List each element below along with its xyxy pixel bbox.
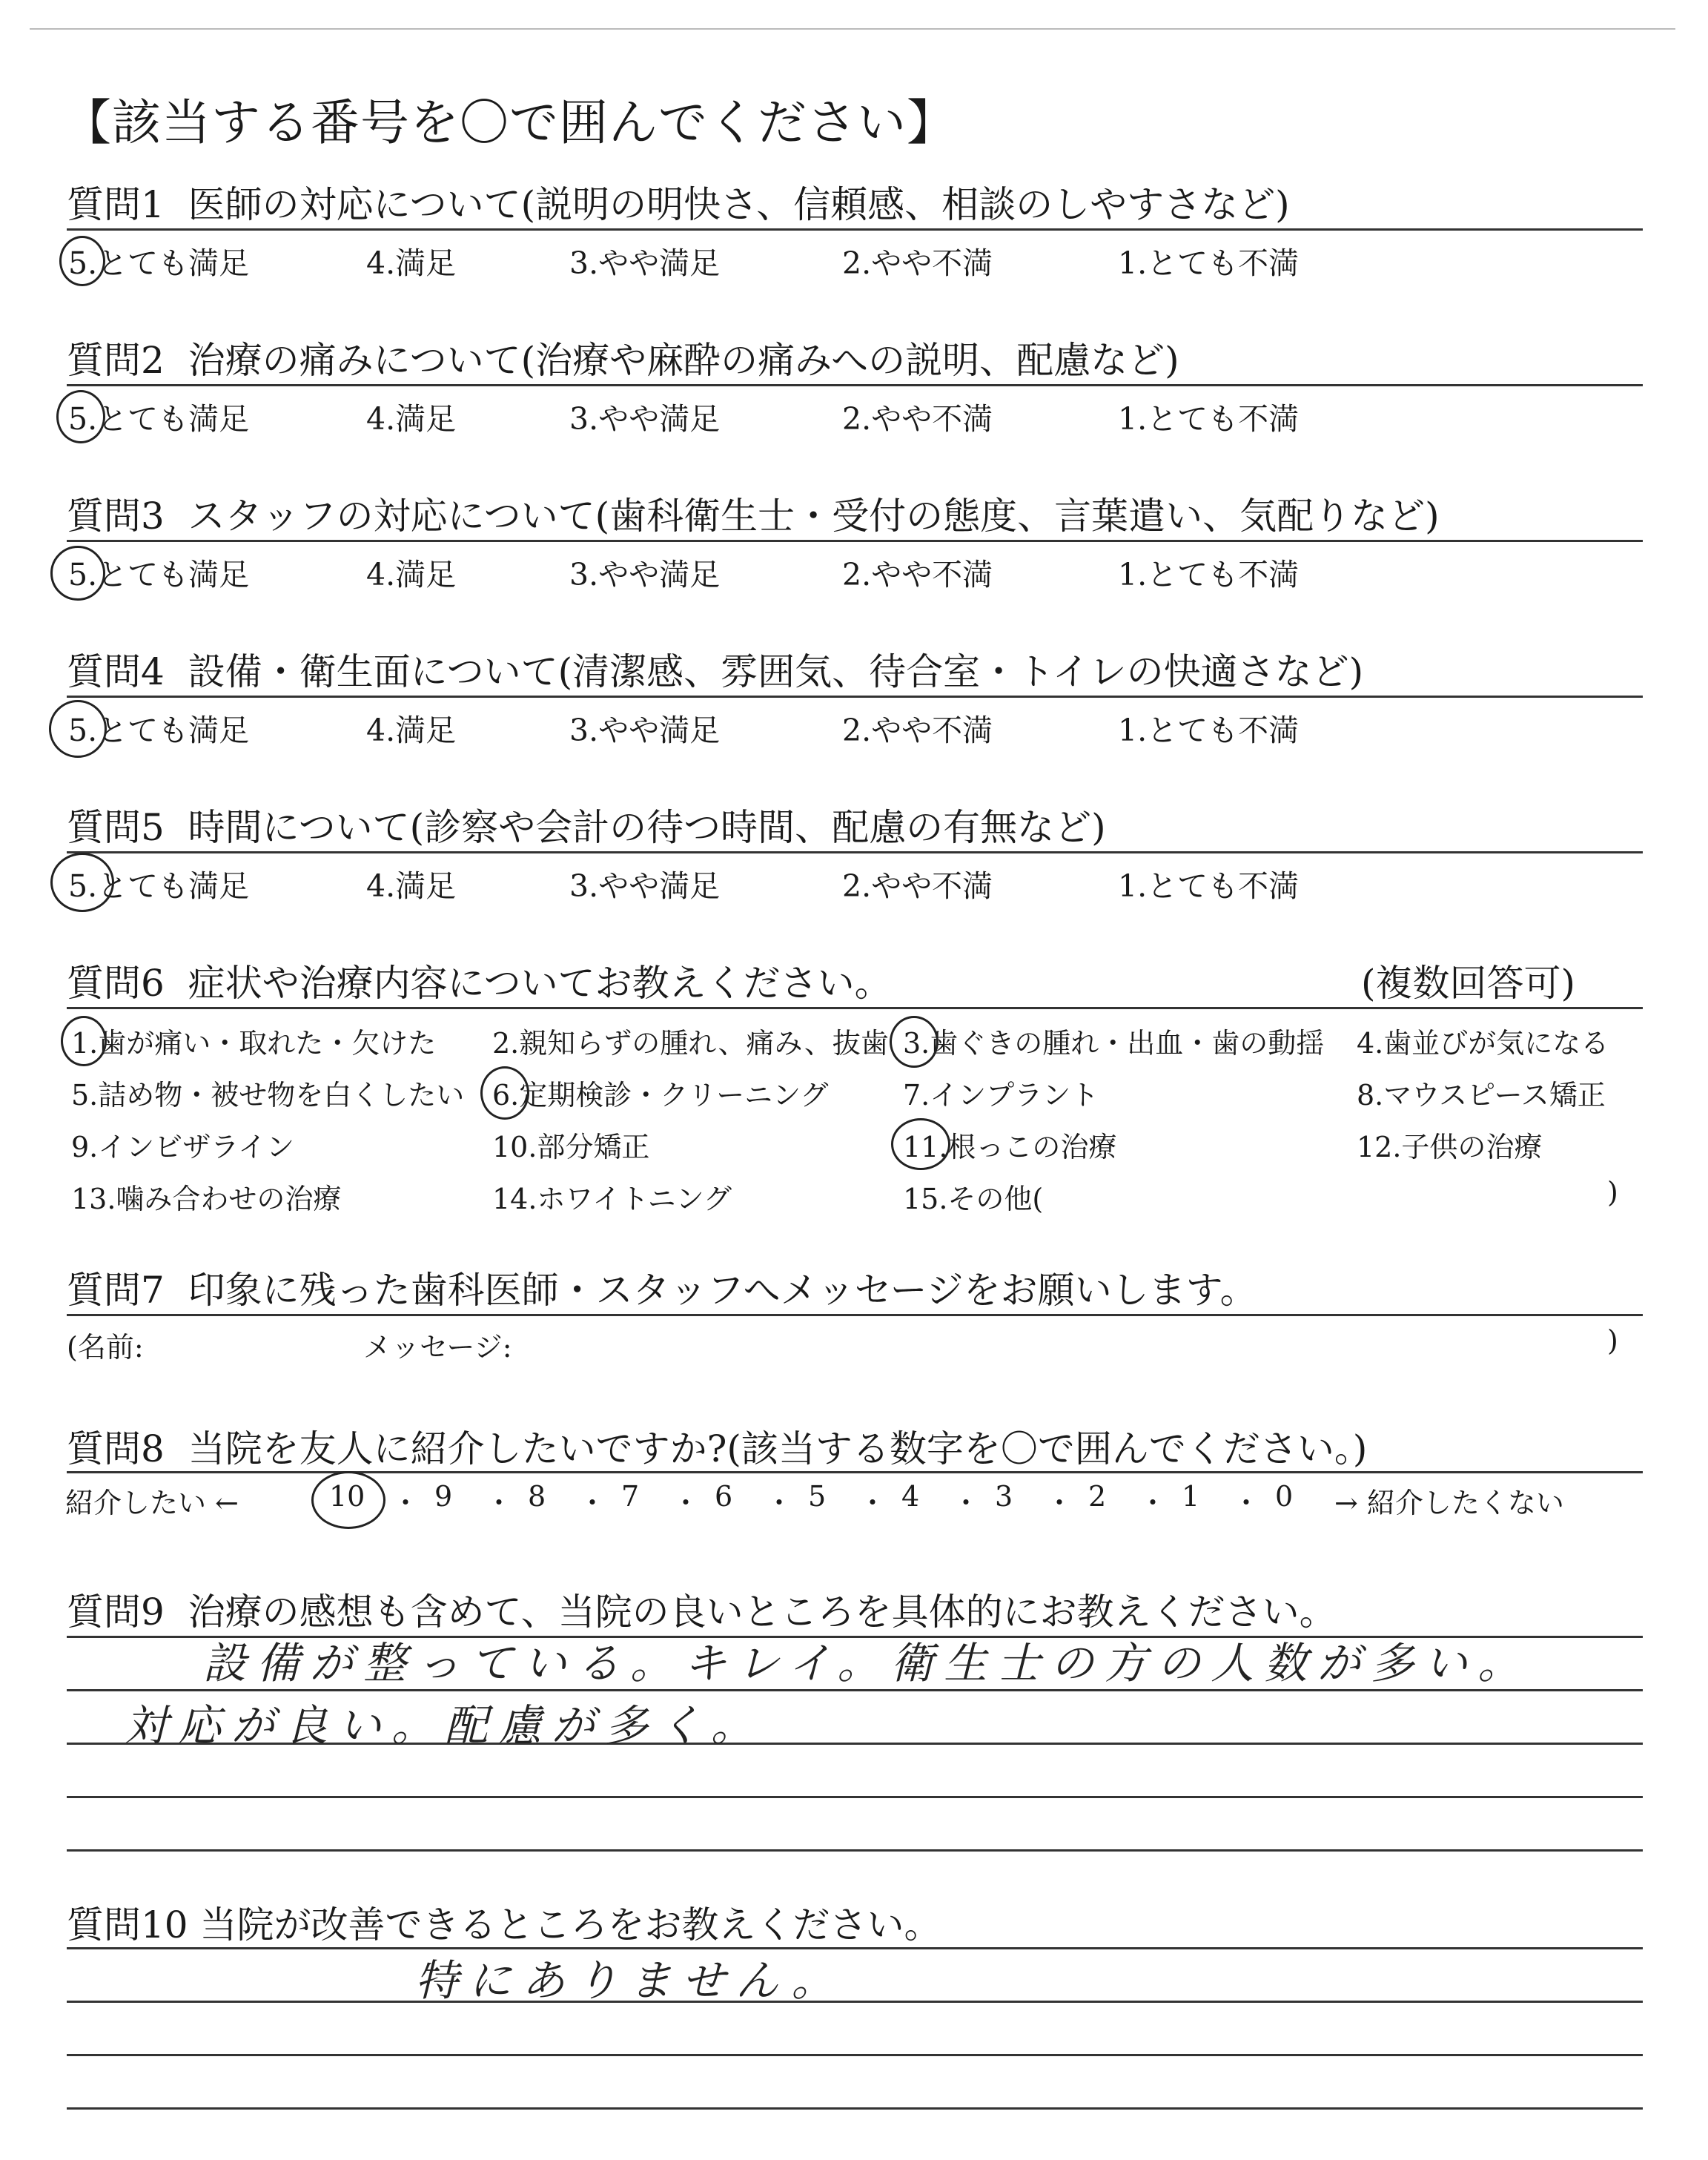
answer-line (67, 2107, 1643, 2110)
option-3[interactable]: 3.やや満足 (569, 713, 721, 748)
option-1[interactable]: 1.とても不満 (1118, 868, 1300, 904)
question-text: 印象に残った歯科医師・スタッフへメッセージをお願いします。 (188, 1269, 1257, 1312)
option-2[interactable]: 2.やや不満 (842, 557, 993, 592)
symptom-option-3[interactable]: 3.歯ぐきの腫れ・出血・歯の動揺 (903, 1027, 1325, 1060)
question-text: 医師の対応について(説明の明快さ、信頼感、相談のしやすさなど) (188, 183, 1290, 226)
question-label: 質問1 (67, 183, 165, 226)
scale-dot: ・ (391, 1487, 420, 1519)
other-close-paren: ) (1607, 1176, 1618, 1209)
option-4[interactable]: 4.満足 (366, 713, 457, 748)
option-4[interactable]: 4.満足 (366, 245, 457, 281)
scale-dot: ・ (765, 1487, 794, 1519)
handwritten-improvement-answer: 特にありません。 (415, 1955, 845, 2006)
option-4[interactable]: 4.満足 (366, 401, 457, 437)
scale-1[interactable]: 1 (1182, 1480, 1200, 1513)
option-1[interactable]: 1.とても不満 (1118, 245, 1300, 281)
scale-dot: ・ (1232, 1487, 1261, 1519)
scale-0[interactable]: 0 (1275, 1480, 1294, 1513)
option-3[interactable]: 3.やや満足 (569, 245, 721, 281)
scale-6[interactable]: 6 (715, 1480, 733, 1513)
option-3[interactable]: 3.やや満足 (569, 868, 721, 904)
question-label: 質問5 (67, 806, 165, 849)
scale-dot: ・ (952, 1487, 981, 1519)
question-text: スタッフの対応について(歯科衛生士・受付の態度、言葉遣い、気配りなど) (188, 495, 1440, 538)
question-6 (67, 954, 892, 1007)
selection-circle (50, 546, 105, 601)
symptom-option-1[interactable]: 1.歯が痛い・取れた・欠けた (71, 1027, 437, 1060)
symptom-option-6[interactable]: 6.定期検診・クリーニング (492, 1079, 829, 1112)
message-label: メッセージ: (363, 1331, 512, 1364)
answer-line (67, 1007, 1643, 1009)
question-text: 症状や治療内容についてお教えください。 (188, 962, 892, 1005)
scale-dot: ・ (1045, 1487, 1074, 1519)
option-5[interactable]: 5.とても満足 (68, 245, 250, 281)
symptom-option-14[interactable]: 14.ホワイトニング (492, 1183, 732, 1215)
answer-line (67, 1314, 1643, 1316)
symptom-option-8[interactable]: 8.マウスピース矯正 (1357, 1079, 1606, 1112)
selection-circle (61, 1016, 107, 1066)
question-text: 設備・衛生面について(清潔感、雰囲気、待合室・トイレの快適さなど) (188, 650, 1364, 693)
scale-dot: ・ (1139, 1487, 1168, 1519)
question-label: 質問4 (67, 650, 165, 693)
option-2[interactable]: 2.やや不満 (842, 868, 993, 904)
symptom-option-9[interactable]: 9.インビザライン (71, 1131, 295, 1163)
handwritten-answer-line-2: 対応が良い。配慮が多く。 (125, 1700, 764, 1751)
question-label: 質問7 (67, 1269, 165, 1312)
scale-4[interactable]: 4 (901, 1480, 920, 1513)
question-label: 質問6 (67, 962, 165, 1005)
question-text: 治療の痛みについて(治療や麻酔の痛みへの説明、配慮など) (188, 339, 1179, 382)
selection-circle (59, 236, 105, 286)
page-title: 【該当する番号を〇で囲んでください】 (62, 94, 956, 151)
symptom-option-11[interactable]: 11.根っこの治療 (903, 1131, 1117, 1163)
question-text: 時間について(診察や会計の待つ時間、配慮の有無など) (188, 806, 1106, 849)
question-label: 質問2 (67, 339, 165, 382)
recommend-right-label: → 紹介したくない (1334, 1487, 1564, 1519)
scale-9[interactable]: 9 (434, 1480, 453, 1513)
question-text: 治療の感想も含めて、当院の良いところを具体的にお教えください。 (188, 1591, 1337, 1634)
answer-line (67, 2001, 1643, 2003)
question-label: 質問3 (67, 495, 165, 538)
scale-2[interactable]: 2 (1088, 1480, 1107, 1513)
question-2 (67, 331, 1179, 384)
question-text: 当院を友人に紹介したいですか?(該当する数字を〇で囲んでください。) (188, 1427, 1368, 1470)
selection-circle (890, 1016, 939, 1068)
option-2[interactable]: 2.やや不満 (842, 245, 993, 281)
scale-3[interactable]: 3 (995, 1480, 1013, 1513)
scale-8[interactable]: 8 (528, 1480, 546, 1513)
question-3 (67, 486, 1440, 540)
question-1 (67, 175, 1290, 228)
selection-circle (56, 390, 105, 443)
symptom-option-15[interactable]: 15.その他( (903, 1183, 1044, 1215)
recommend-left-label: 紹介したい ← (65, 1487, 239, 1519)
question-10 (67, 1895, 941, 1949)
option-1[interactable]: 1.とても不満 (1118, 557, 1300, 592)
answer-line (67, 2054, 1643, 2056)
top-border (30, 28, 1675, 30)
option-4[interactable]: 4.満足 (366, 868, 457, 904)
selection-circle (891, 1118, 950, 1170)
symptom-option-10[interactable]: 10.部分矯正 (492, 1131, 650, 1163)
option-1[interactable]: 1.とても不満 (1118, 713, 1300, 748)
option-5[interactable]: 5.とても満足 (68, 868, 250, 904)
question-7 (67, 1261, 1257, 1314)
symptom-option-5[interactable]: 5.詰め物・被せ物を白くしたい (71, 1079, 465, 1112)
selection-circle (311, 1471, 385, 1529)
option-5[interactable]: 5.とても満足 (68, 401, 250, 437)
option-1[interactable]: 1.とても不満 (1118, 401, 1300, 437)
question-label: 質問9 (67, 1591, 165, 1634)
scale-dot: ・ (485, 1487, 514, 1519)
answer-line (67, 1849, 1643, 1852)
symptom-option-2[interactable]: 2.親知らずの腫れ、痛み、抜歯 (492, 1027, 889, 1060)
scale-dot: ・ (672, 1487, 701, 1519)
scale-7[interactable]: 7 (621, 1480, 640, 1513)
symptom-option-13[interactable]: 13.噛み合わせの治療 (71, 1183, 342, 1215)
answer-line (67, 228, 1643, 231)
answer-line (67, 540, 1643, 542)
answer-line (67, 851, 1643, 853)
message-close-paren: ) (1607, 1324, 1618, 1357)
selection-circle (50, 853, 114, 912)
multiple-answer-note: (複数回答可) (1361, 962, 1576, 1005)
scale-5[interactable]: 5 (808, 1480, 827, 1513)
scale-dot: ・ (858, 1487, 887, 1519)
selection-circle (480, 1066, 529, 1120)
question-label: 質問8 (67, 1427, 165, 1470)
name-label: (名前: (67, 1331, 144, 1364)
handwritten-answer-line-1: 設備が整っている。キレイ。衛生士の方の人数が多い。 (203, 1638, 1532, 1688)
option-5[interactable]: 5.とても満足 (68, 557, 250, 592)
answer-line (67, 384, 1643, 386)
symptom-option-4[interactable]: 4.歯並びが気になる (1357, 1027, 1609, 1060)
answer-line (67, 1947, 1643, 1949)
scale-10[interactable]: 10 (329, 1480, 365, 1513)
answer-line (67, 1796, 1643, 1798)
answer-line (67, 1471, 1643, 1473)
option-4[interactable]: 4.満足 (366, 557, 457, 592)
selection-circle (49, 700, 107, 758)
option-3[interactable]: 3.やや満足 (569, 557, 721, 592)
answer-line (67, 696, 1643, 698)
option-5[interactable]: 5.とても満足 (68, 713, 250, 748)
option-2[interactable]: 2.やや不満 (842, 713, 993, 748)
option-3[interactable]: 3.やや満足 (569, 401, 721, 437)
scale-dot: ・ (578, 1487, 607, 1519)
question-5 (67, 798, 1106, 851)
question-label: 質問10 (67, 1903, 188, 1946)
question-text: 当院が改善できるところをお教えください。 (199, 1903, 941, 1946)
question-8 (67, 1419, 1367, 1473)
symptom-option-12[interactable]: 12.子供の治療 (1357, 1131, 1543, 1163)
option-2[interactable]: 2.やや不満 (842, 401, 993, 437)
symptom-option-7[interactable]: 7.インプラント (903, 1079, 1099, 1112)
question-4 (67, 642, 1363, 696)
